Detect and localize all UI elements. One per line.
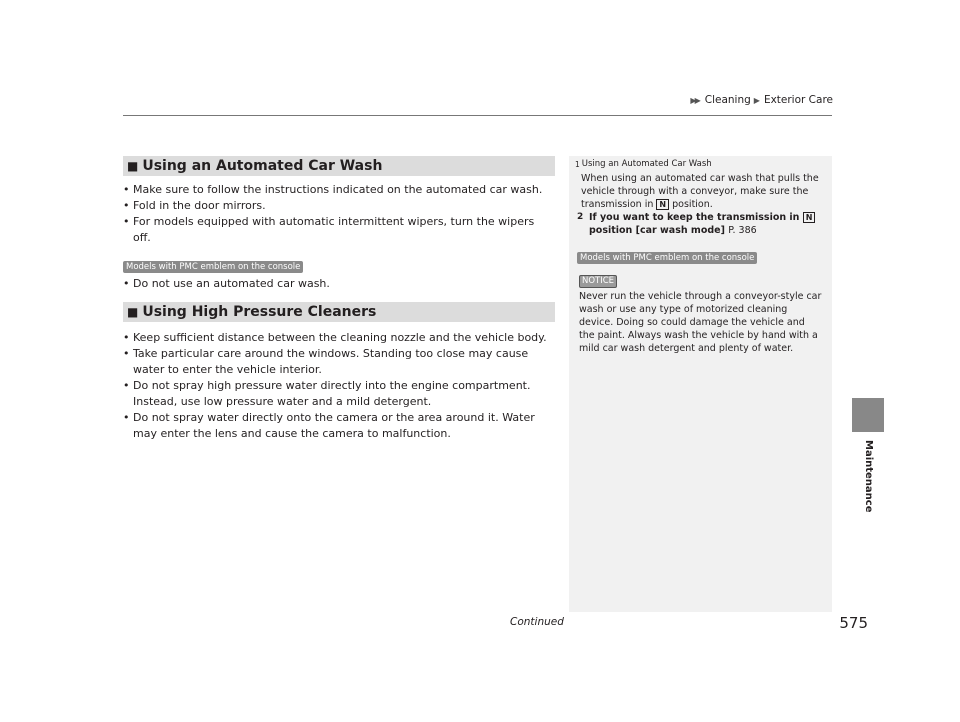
square-bullet-icon: ■ xyxy=(127,305,139,319)
cross-reference[interactable] xyxy=(569,211,832,237)
triangle-icon: ▶ xyxy=(753,95,758,105)
main-content xyxy=(123,156,555,442)
section-title: Using an Automated Car Wash xyxy=(142,158,383,174)
notice-text: Never run the vehicle through a conveyor-style car wash or use any type of motorized cleaning device. Doing so could damage the vehicle and the paint. Always wash the vehicle by hand with a mild car wash detergent and plenty of water. xyxy=(579,291,822,354)
notice-badge: NOTICE xyxy=(579,275,617,288)
cross-reference-icon: 2 xyxy=(577,212,584,222)
sidenote-text: position. xyxy=(672,199,713,210)
list-item: • Do not spray high pressure water directly into the engine compartment. Instead, use low pressure water and a mild detergent. xyxy=(123,378,555,410)
list-item: • Do not spray water directly onto the camera or the area around it. Water may enter the lens and cause the camera to malfunction. xyxy=(123,410,555,442)
page-reference: P. 386 xyxy=(728,225,757,236)
sidenote-title xyxy=(569,156,832,169)
sidenote-panel xyxy=(569,156,832,612)
double-triangle-icon: ▶▶ xyxy=(690,95,699,105)
side-tab-label: Maintenance xyxy=(863,440,874,513)
page-number: 575 xyxy=(839,614,868,632)
section-title: Using High Pressure Cleaners xyxy=(142,304,377,320)
model-tag: Models with PMC emblem on the console xyxy=(577,252,757,264)
section-heading xyxy=(123,302,555,322)
side-tab xyxy=(852,398,884,432)
list-item: • Make sure to follow the instructions indicated on the automated car wash. xyxy=(123,182,555,198)
breadcrumb-item: Exterior Care xyxy=(763,94,833,106)
breadcrumb xyxy=(690,94,833,106)
header-rule xyxy=(123,115,832,116)
sidenote-number: 1 xyxy=(575,159,580,169)
cross-reference-text: If you want to keep the transmission in xyxy=(589,212,800,223)
sidenote-paragraph xyxy=(569,169,832,211)
sidenote-text: When using an automated car wash that pulls the vehicle through with a conveyor, make sure the transmission in xyxy=(581,173,819,210)
square-bullet-icon: ■ xyxy=(127,159,139,173)
list-item: • Keep sufficient distance between the cleaning nozzle and the vehicle body. xyxy=(123,330,555,346)
gear-n-box: N xyxy=(803,212,816,223)
list-item: • For models equipped with automatic intermittent wipers, turn the wipers off. xyxy=(123,214,555,246)
model-tag: Models with PMC emblem on the console xyxy=(123,261,303,273)
breadcrumb-item: Cleaning xyxy=(704,94,751,106)
bullet-list xyxy=(123,276,555,292)
gear-n-box: N xyxy=(656,199,669,210)
list-item: • Fold in the door mirrors. xyxy=(123,198,555,214)
continued-label: Continued xyxy=(510,616,564,628)
list-item: • Take particular care around the windows. Standing too close may cause water to enter the vehicle interior. xyxy=(123,346,555,378)
section-heading xyxy=(123,156,555,176)
bullet-list xyxy=(123,330,555,442)
bullet-list xyxy=(123,182,555,246)
list-item: • Do not use an automated car wash. xyxy=(123,276,555,292)
sidenote-title-text: Using an Automated Car Wash xyxy=(581,159,712,169)
cross-reference-text: position [car wash mode] xyxy=(589,225,725,236)
